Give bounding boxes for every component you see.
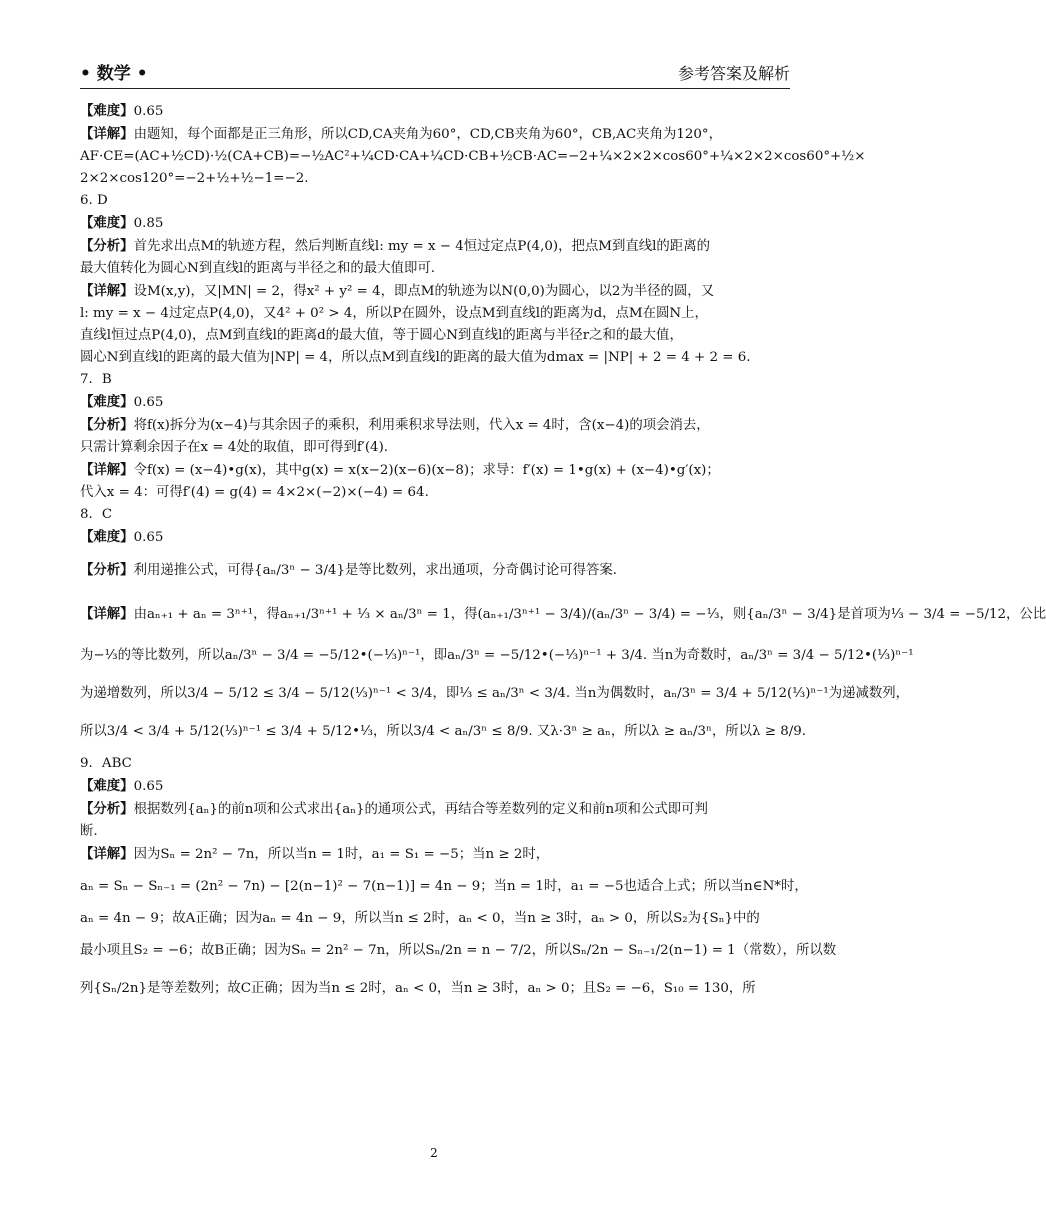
section-tag: 【分析】 — [80, 238, 134, 254]
text-line — [80, 258, 792, 280]
line-text: 8．C — [80, 507, 113, 522]
text-line — [80, 100, 792, 123]
line-text: 为−⅓的等比数列，所以aₙ/3ⁿ − 3/4 = −5/12•(−⅓)ⁿ⁻¹，即aₙ/3ⁿ = −5/12•(−⅓)ⁿ⁻¹ + 3/4. 当n为奇数时，aₙ/3ⁿ = 3/4 − 5/12•(⅓)ⁿ⁻¹ — [80, 648, 914, 663]
line-text: 圆心N到直线l的距离的最大值为|NP| = 4，所以点M到直线l的距离的最大值为dmax = |NP| + 2 = 4 + 2 = 6. — [80, 350, 751, 365]
line-text: 令f(x) = (x−4)•g(x)，其中g(x) = x(x−2)(x−6)(x−8)；求导：f′(x) = 1•g(x) + (x−4)•g′(x)； — [133, 463, 720, 478]
section-title: 参考答案及解析 — [677, 64, 790, 83]
text-line — [80, 821, 792, 843]
text-line — [80, 908, 792, 930]
line-text: 将f(x)拆分为(x−4)与其余因子的乘积，利用乘积求导法则，代入x = 4时，含(x−4)的项会消去， — [133, 418, 710, 433]
text-line — [80, 639, 914, 673]
section-tag: 【分析】 — [80, 801, 134, 817]
line-text: 根据数列{aₙ}的前n项和公式求出{aₙ}的通项公式，再结合等差数列的定义和前n项和公式即可判 — [133, 802, 708, 817]
solution-content — [80, 100, 1046, 1010]
text-line — [80, 347, 792, 369]
line-text: 直线l恒过点P(4,0)，点M到直线l的距离d的最大值，等于圆心N到直线l的距离与半径r之和的最大值， — [80, 328, 683, 343]
text-line — [80, 168, 792, 190]
text-line — [80, 934, 837, 968]
text-line — [80, 870, 808, 904]
line-text: 0.65 — [133, 104, 164, 119]
text-line — [80, 753, 792, 775]
line-text: aₙ = Sₙ − Sₙ₋₁ = (2n² − 7n) − [2(n−1)² − 7(n−1)] = 4n − 9；当n = 1时，a₁ = −5也适合上式；所以当n∈N*时， — [80, 879, 808, 894]
line-text: 代入x = 4：可得f′(4) = g(4) = 4×2×(−2)×(−4) = 64. — [80, 485, 429, 500]
text-line — [80, 482, 792, 504]
line-text: 0.85 — [133, 216, 164, 231]
line-text: 7．B — [80, 372, 112, 387]
section-tag: 【详解】 — [80, 606, 134, 622]
line-text: 0.65 — [133, 395, 164, 410]
section-tag: 【难度】 — [80, 778, 134, 794]
line-text: 6. D — [80, 193, 108, 208]
line-text: 只需计算剩余因子在x = 4处的取值，即可得到f′(4). — [80, 440, 389, 455]
section-tag: 【详解】 — [80, 126, 134, 142]
text-line — [80, 369, 792, 391]
subject-label: • 数学 • — [80, 64, 148, 84]
text-line — [80, 594, 1046, 635]
section-tag: 【详解】 — [80, 283, 134, 299]
text-line — [80, 437, 792, 459]
section-tag: 【详解】 — [80, 846, 134, 862]
text-line — [80, 775, 792, 798]
line-text: 最大值转化为圆心N到直线l的距离与半径之和的最大值即可. — [80, 261, 436, 276]
section-tag: 【难度】 — [80, 215, 134, 231]
text-line — [80, 414, 792, 437]
text-line — [80, 303, 792, 325]
line-text: 所以3/4 < 3/4 + 5/12(⅓)ⁿ⁻¹ ≤ 3/4 + 5/12•⅓，所以3/4 < aₙ/3ⁿ ≤ 8/9. 又λ·3ⁿ ≥ aₙ，所以λ ≥ aₙ/3ⁿ，所以λ ≥ 8/9. — [80, 724, 807, 739]
text-line — [80, 677, 910, 711]
line-text: 设M(x,y)，又|MN| = 2，得x² + y² = 4，即点M的轨迹为以N(0,0)为圆心，以2为半径的圆，又 — [133, 284, 715, 299]
line-text: 由aₙ₊₁ + aₙ = 3ⁿ⁺¹，得aₙ₊₁/3ⁿ⁺¹ + ⅓ × aₙ/3ⁿ = 1，得(aₙ₊₁/3ⁿ⁺¹ − 3/4)/(aₙ/3ⁿ − 3/4) = −⅓，则{aₙ/3ⁿ − 3/4}是首项为⅓ − 3/4 = −5/12，公比 — [133, 607, 1046, 622]
line-text: 0.65 — [133, 530, 164, 545]
line-text: 最小项且S₂ = −6；故B正确；因为Sₙ = 2n² − 7n，所以Sₙ/2n = n − 7/2，所以Sₙ/2n − Sₙ₋₁/2(n−1) = 1（常数），所以数 — [80, 943, 837, 958]
line-text: 0.65 — [133, 779, 164, 794]
line-text: 因为Sₙ = 2n² − 7n，所以当n = 1时，a₁ = S₁ = −5；当n ≥ 2时， — [133, 847, 550, 862]
text-line — [80, 843, 792, 866]
text-line — [80, 459, 792, 482]
section-tag: 【难度】 — [80, 394, 134, 410]
section-tag: 【难度】 — [80, 529, 134, 545]
line-text: 为递增数列，所以3/4 − 5/12 ≤ 3/4 − 5/12(⅓)ⁿ⁻¹ < 3/4，即⅓ ≤ aₙ/3ⁿ < 3/4. 当n为偶数时，aₙ/3ⁿ = 3/4 + 5/12(⅓)ⁿ⁻¹为递减数列， — [80, 686, 910, 701]
section-tag: 【分析】 — [80, 562, 134, 578]
text-line — [80, 212, 792, 235]
text-line — [80, 123, 792, 146]
line-text: 断. — [80, 824, 98, 839]
line-text: AF·CE=(AC+½CD)·½(CA+CB)=−½AC²+¼CD·CA+¼CD·CB+½CB·AC=−2+¼×2×2×cos60°+¼×2×2×cos60°+½× — [80, 149, 866, 164]
text-line — [80, 235, 792, 258]
line-text: 首先求出点M的轨迹方程，然后判断直线l: my = x − 4恒过定点P(4,0)，把点M到直线l的距离的 — [133, 239, 710, 254]
line-text: l: my = x − 4过定点P(4,0)，又4² + 0² > 4，所以P在圆外，设点M到直线l的距离为d，点M在圆N上， — [80, 306, 708, 321]
line-text: aₙ = 4n − 9；故A正确；因为aₙ = 4n − 9，所以当n ≤ 2时，aₙ < 0，当n ≥ 3时，aₙ > 0，所以S₂为{Sₙ}中的 — [80, 911, 760, 926]
line-text: 2×2×cos120°=−2+½+½−1=−2. — [80, 171, 309, 186]
text-line — [80, 972, 792, 1006]
line-text: 9．ABC — [80, 756, 132, 771]
page-number: 2 — [430, 1146, 438, 1160]
text-line — [80, 146, 866, 168]
page-header — [80, 62, 790, 89]
section-tag: 【分析】 — [80, 417, 134, 433]
text-line — [80, 190, 792, 212]
text-line — [80, 325, 792, 347]
section-tag: 【详解】 — [80, 462, 134, 478]
text-line — [80, 504, 792, 526]
line-text: 由题知，每个面都是正三角形，所以CD,CA夹角为60°，CD,CB夹角为60°，CB,AC夹角为120°， — [133, 127, 723, 142]
text-line — [80, 391, 792, 414]
text-line — [80, 715, 807, 749]
text-line — [80, 798, 792, 821]
line-text: 利用递推公式，可得{aₙ/3ⁿ − 3/4}是等比数列，求出通项，分奇偶讨论可得答案. — [133, 563, 618, 578]
text-line — [80, 553, 792, 588]
line-text: 列{Sₙ/2n}是等差数列；故C正确；因为当n ≤ 2时，aₙ < 0，当n ≥ 3时，aₙ > 0；且S₂ = −6，S₁₀ = 130，所 — [80, 981, 756, 996]
text-line — [80, 526, 792, 549]
text-line — [80, 280, 792, 303]
section-tag: 【难度】 — [80, 103, 134, 119]
